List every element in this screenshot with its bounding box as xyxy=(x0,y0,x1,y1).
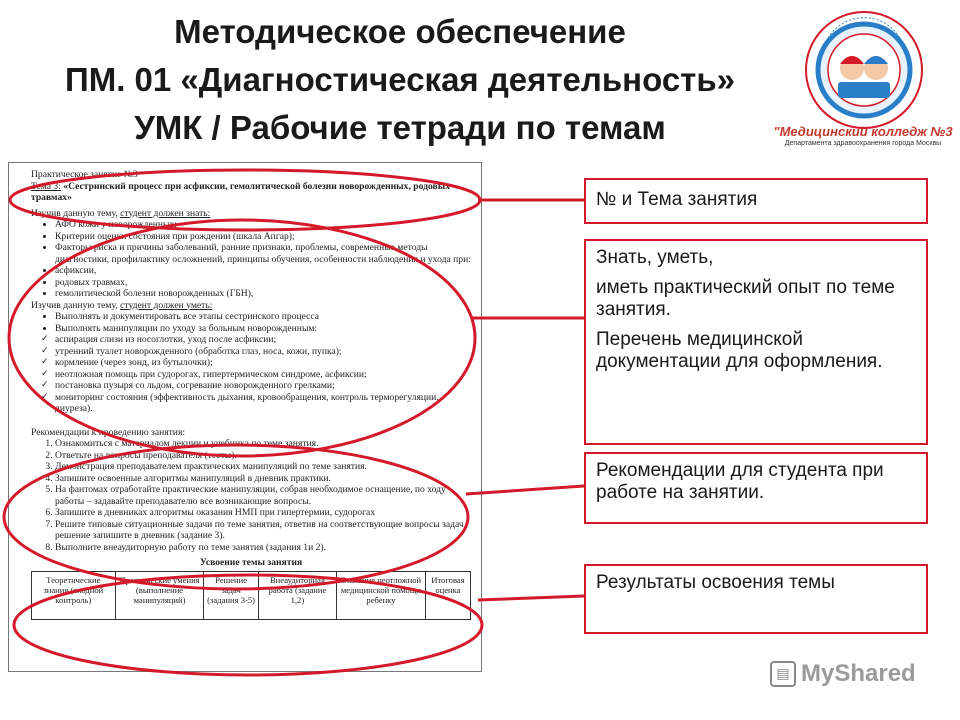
callout-recommendations xyxy=(584,452,928,524)
list-item: 2. Ответьте на вопросы преподавателя (тесты). xyxy=(55,450,471,462)
watermark xyxy=(770,658,916,690)
callout-knowledge xyxy=(584,239,928,445)
table-header-cell: Итоговая оценка xyxy=(425,571,470,619)
workbook-page-image xyxy=(8,162,482,672)
table-header-cell: Оказание неотложной медицинской помощи ребенку xyxy=(337,571,426,619)
list-item: • Выполнять манипуляции по уходу за больным новорожденным: xyxy=(55,323,471,335)
college-name: "Медицинский колледж №3 xyxy=(773,124,953,139)
connector-line xyxy=(466,486,584,494)
list-item: 6. Запишите в дневниках алгоритмы оказания НМП при гипертермии, судорогах xyxy=(55,507,471,519)
list-item: • Факторы риска и причины заболеваний, ранние признаки, проблемы, современные методы диагностики, профилактику осложнений, принципы обучения, особенности наблюдения и ухода при: xyxy=(55,242,471,265)
callout-topic-text: № и Тема занятия xyxy=(596,189,758,210)
able-intro xyxy=(31,300,471,312)
know-intro xyxy=(31,208,471,220)
list-item: ✓ постановка пузыря со льдом, согревание новорожденного грелками; xyxy=(55,380,471,392)
list-item: ✓ утренний туалет новорожденного (обработка глаз, носа, кожи, пупка); xyxy=(55,346,471,358)
list-item: ✓ неотложная помощь при судорогах, гипертермическом синдроме, асфиксии; xyxy=(55,369,471,381)
list-item: • родовых травмах, xyxy=(55,277,471,289)
list-item: 8. Выполните внеаудиторную работу по теме занятия (задания 1и 2). xyxy=(55,542,471,554)
list-item: • Выполнять и документировать все этапы сестринского процесса xyxy=(55,311,471,323)
topic-text: «Сестринский процесс при асфиксии, гемолитической болезни новорожденных, родовых травмах» xyxy=(31,180,451,203)
results-table-title: Усвоение темы занятия xyxy=(199,557,303,568)
title-line-3: УМК / Рабочие тетради по темам xyxy=(134,109,666,146)
able-intro-prefix: Изучив данную тему, xyxy=(31,299,121,311)
lesson-number: Практическое занятие №3 xyxy=(31,169,138,180)
able-intro-link: студент должен уметь: xyxy=(120,299,213,311)
callout-knowledge-line-2: иметь практический опыт по теме занятия. xyxy=(596,277,895,320)
watermark-text: MyShared xyxy=(801,660,916,687)
list-item: • асфиксии, xyxy=(55,265,471,277)
workbook-content xyxy=(31,169,471,620)
able-list xyxy=(31,311,471,334)
callout-knowledge-line-3: Перечень медицинской документации для оформления. xyxy=(596,329,883,372)
list-item: • Критерии оценки состояния при рождении (шкала Апгар); xyxy=(55,231,471,243)
title-line-1: Методическое обеспечение xyxy=(174,13,626,50)
slide-title xyxy=(0,8,800,152)
title-line-2: ПМ. 01 «Диагностическая деятельность» xyxy=(65,61,735,98)
callout-results-text: Результаты освоения темы xyxy=(596,572,835,593)
callout-recommendations-text: Рекомендации для студента при работе на занятии. xyxy=(596,460,884,503)
list-item: 1. Ознакомиться с материалом лекции и учебника по теме занятия. xyxy=(55,438,471,450)
college-subtitle: Департамента здравоохранения города Москвы xyxy=(784,140,942,147)
connector-line xyxy=(478,596,584,600)
recommendations-title: Рекомендации к проведению занятия: xyxy=(31,426,186,438)
topic-label: Тема 3: xyxy=(31,180,61,192)
list-item: 7. Решите типовые ситуационные задачи по теме занятия, ответив на соответствующие вопросы задач, решение запишите в дневник (задание 3). xyxy=(55,519,471,542)
results-table xyxy=(31,571,471,620)
list-item: • гемолитической болезни новорожденных (ГБН), xyxy=(55,288,471,300)
presentation-icon: ▤ xyxy=(770,661,796,687)
callout-topic xyxy=(584,178,928,224)
table-header-cell: Решение задач (задания 3-5) xyxy=(204,571,258,619)
know-list xyxy=(31,219,471,300)
list-item: ✓ кормление (через зонд, из бутылочки); xyxy=(55,357,471,369)
list-item: • АФО кожи у новорожденных; xyxy=(55,219,471,231)
table-header-cell: Внеаудиторная работа (задание 1,2) xyxy=(258,571,336,619)
list-item: ✓ мониторинг состояния (эффективность дыхания, кровообращения, контроль терморегуляции, диуреза). xyxy=(55,392,471,415)
list-item: 3. Демонстрация преподавателем практических манипуляций по теме занятия. xyxy=(55,461,471,473)
manipulation-list xyxy=(31,334,471,415)
callout-results xyxy=(584,564,928,634)
table-header-cell: Теоретические знания (входной контроль) xyxy=(32,571,116,619)
list-item: 5. На фантомах отработайте практические манипуляции, собрав необходимое оснащение, по ходу работы – задавайте преподавателю все возникающие вопросы. xyxy=(55,484,471,507)
table-row xyxy=(32,571,471,619)
know-intro-prefix: Изучив данную тему, xyxy=(31,207,121,219)
table-header-cell: Практические умения (выполнение манипуляций) xyxy=(115,571,204,619)
know-intro-link: студент должен знать: xyxy=(120,207,211,219)
list-item: ✓ аспирация слизи из носоглотки, уход после асфиксии; xyxy=(55,334,471,346)
callout-knowledge-line-1: Знать, уметь, xyxy=(596,247,714,268)
list-item: 4. Запишите освоенные алгоритмы манипуляций в дневник практики. xyxy=(55,473,471,485)
lesson-topic xyxy=(31,181,471,204)
recommendations-list xyxy=(31,438,471,553)
